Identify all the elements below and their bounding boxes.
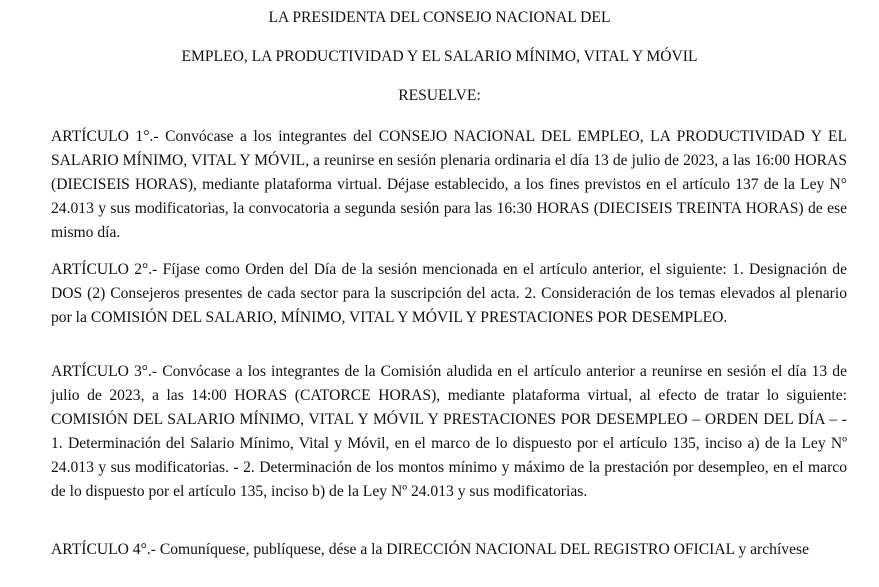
article-4: ARTÍCULO 4°.- Comuníquese, publíquese, dése a la DIRECCIÓN NACIONAL DEL REGISTRO OFICIAL y archívese — [51, 541, 810, 558]
article-2: ARTÍCULO 2°.- Fíjase como Orden del Día de la sesión mencionada en el artículo anterior, el siguiente: 1. Designación de DOS (2) Consejeros presentes de cada sector para la suscripción del acta. 2. Consideración de los temas elevados al plenario por la COMISIÓN DEL SALARIO, MÍNIMO, VITAL Y MÓVIL Y PRESTACIONES POR DESEMPLEO. — [51, 261, 847, 326]
article-1: ARTÍCULO 1°.- Convócase a los integrantes del CONSEJO NACIONAL DEL EMPLEO, LA PRODUCTIVIDAD Y EL SALARIO MÍNIMO, VITAL Y MÓVIL, a reunirse en sesión plenaria ordinaria el día 13 de julio de 2023, a las 16:00 HORAS (DIECISEIS HORAS), mediante plataforma virtual. Déjase establecido, a los fines previstos en el artículo 137 de la Ley N° 24.013 y sus modificatorias, la convocatoria a segunda sesión para las 16:30 HORAS (DIECISEIS TREINTA HORAS) de ese mismo día. — [51, 128, 847, 241]
heading-line-1: LA PRESIDENTA DEL CONSEJO NACIONAL DEL — [268, 9, 611, 26]
heading-resuelve: RESUELVE: — [398, 87, 481, 104]
heading-line-2: EMPLEO, LA PRODUCTIVIDAD Y EL SALARIO MÍNIMO, VITAL Y MÓVIL — [181, 48, 698, 65]
article-3: ARTÍCULO 3°.- Convócase a los integrantes de la Comisión aludida en el artículo anterior a reunirse en sesión el día 13 de julio de 2023, a las 14:00 HORAS (CATORCE HORAS), mediante plataforma virtual, al efecto de tratar lo siguiente: COMISIÓN DEL SALARIO MÍNIMO, VITAL Y MÓVIL Y PRESTACIONES POR DESEMPLEO – ORDEN DEL DÍA – - 1. Determinación del Salario Mínimo, Vital y Móvil, en el marco de lo dispuesto por el artículo 135, inciso a) de la Ley Nº 24.013 y sus modificatorias. - 2. Determinación de los montos mínimo y máximo de la prestación por desempleo, en el marco de lo dispuesto por el artículo 135, inciso b) de la Ley Nº 24.013 y sus modificatorias. — [51, 363, 847, 500]
